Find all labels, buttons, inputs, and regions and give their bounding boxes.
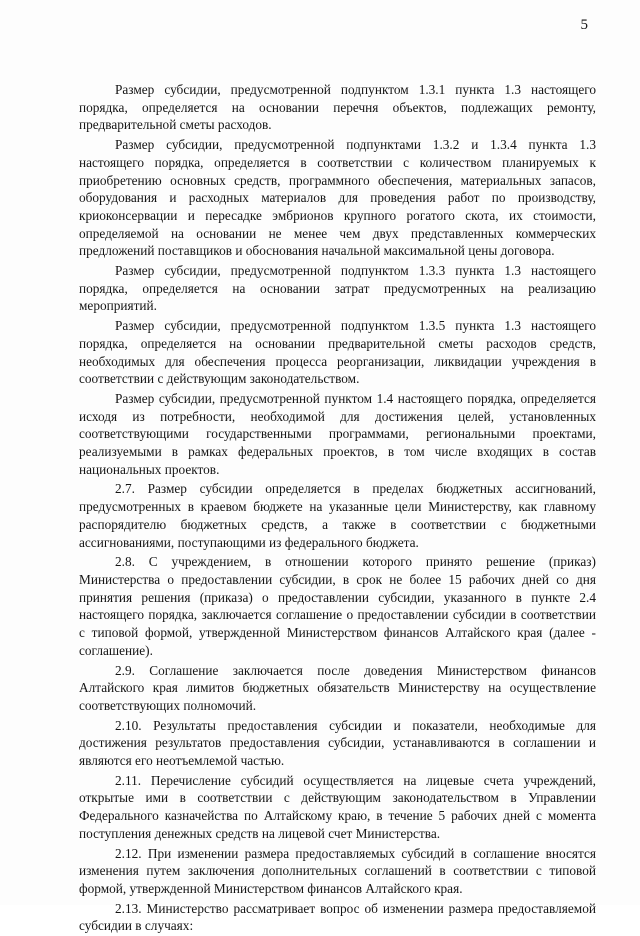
paragraph-subsidy-1-4: Размер субсидии, предусмотренной пунктом 1.4 настоящего порядка, определяется исходя из потребности, необходимой для достижения целей, установленных соответствующими государственными программами, региональными проектами, реализуемыми в рамках федеральных проектов, в том числе входящих в состав национальных проектов. xyxy=(79,390,596,477)
paragraph-2-7: 2.7. Размер субсидии определяется в пределах бюджетных ассигнований, предусмотренных в краевом бюджете на указанные цели Министерству, как главному распорядителю бюджетных средств, а также в соответствии с бюджетными ассигнованиями, поступающими из федерального бюджета. xyxy=(79,481,596,550)
paragraph-subsidy-1-3-3: Размер субсидии, предусмотренной подпунктом 1.3.3 пункта 1.3 настоящего порядка, определяется на основании затрат предусмотренных на реализацию мероприятий. xyxy=(79,263,596,314)
paragraph-2-10: 2.10. Результаты предоставления субсидии и показатели, необходимые для достижения результатов предоставления субсидии, устанавливаются в соглашении и являются его неотъемлемой частью. xyxy=(79,717,596,769)
document-body xyxy=(79,81,596,936)
paragraph-2-9: 2.9. Соглашение заключается после доведения Министерством финансов Алтайского края лимитов бюджетных обязательств Министерству на осуществление соответствующих полномочий. xyxy=(79,662,596,713)
paragraph-subsidy-1-3-1: Размер субсидии, предусмотренной подпунктом 1.3.1 пункта 1.3 настоящего порядка, определяется на основании перечня объектов, подлежащих ремонту, предварительной сметы расходов. xyxy=(79,82,596,133)
paragraph-subsidy-1-3-2-1-3-4: Размер субсидии, предусмотренной подпунктами 1.3.2 и 1.3.4 пункта 1.3 настоящего порядка, определяется в соответствии с количеством планируемых к приобретению основных средств, программного обеспечения, материальных запасов, оборудования и расходных материалов для проведения работ по производству, криоконсервации и пересадке эмбрионов крупного рогатого скота, их стоимости, определяемой на основании не менее чем двух представленных коммерческих предложений поставщиков и обоснования начальной максимальной цены договора. xyxy=(79,137,596,259)
paragraph-2-8: 2.8. С учреждением, в отношении которого принято решение (приказ) Министерства о предоставлении субсидии, в срок не более 15 рабочих дней со дня принятия решения (приказа) о предоставлении субсидии, указанного в пункте 2.4 настоящего порядка, заключается соглашение о предоставлении субсидии в соответствии с типовой формой, утвержденной Министерством финансов Алтайского края (далее - соглашение). xyxy=(79,554,596,658)
page-number: 5 xyxy=(580,17,588,33)
paragraph-2-12: 2.12. При изменении размера предоставляемых субсидий в соглашение вносятся изменения путем заключения дополнительных соглашений в соответствии с типовой формой, утвержденной Министерством финансов Алтайского края. xyxy=(79,845,596,896)
paragraph-2-11: 2.11. Перечисление субсидий осуществляется на лицевые счета учреждений, открытые ими в соответствии с действующим законодательством в Управлении Федерального казначейства по Алтайскому краю, в течение 5 рабочих дней с момента поступления денежных средств на лицевой счет Министерства. xyxy=(79,772,596,841)
paragraph-subsidy-1-3-5: Размер субсидии, предусмотренной подпунктом 1.3.5 пункта 1.3 настоящего порядка, определяется на основании предварительной сметы расходов средств, необходимых для обеспечения процесса реорганизации, ликвидации учреждения в соответствии с действующим законодательством. xyxy=(79,318,596,387)
paragraph-2-13: 2.13. Министерство рассматривает вопрос об изменении размера предоставляемой субсидии в случаях: xyxy=(79,900,596,934)
